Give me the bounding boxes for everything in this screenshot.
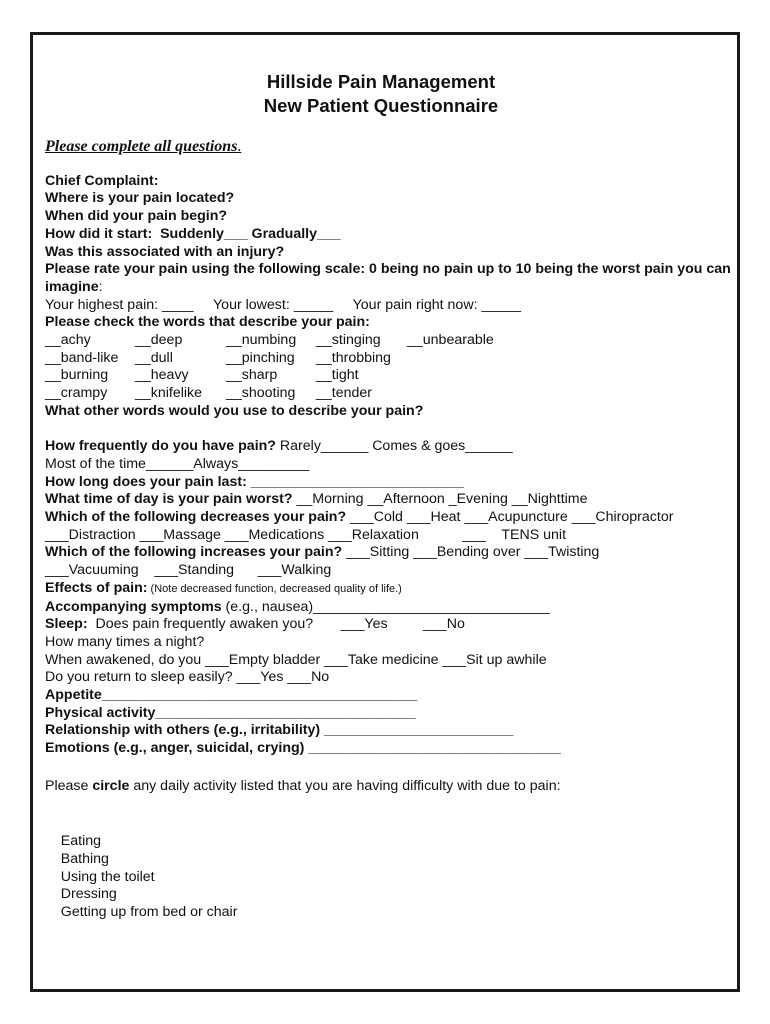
pain-word-option[interactable]: __sharp	[226, 367, 278, 384]
sleep-question	[45, 616, 735, 634]
effects-label: Effects of pain:	[45, 579, 148, 596]
activity-bathing[interactable]: Bathing	[60, 851, 109, 867]
instruction-punct: .	[237, 138, 242, 155]
questionnaire-form	[45, 70, 735, 940]
pain-word-option[interactable]: __tight	[316, 367, 359, 384]
increases-options[interactable]: ___Sitting ___Bending over ___Twisting	[342, 544, 600, 561]
spacer	[45, 421, 735, 439]
pain-word-option[interactable]: __dull	[135, 349, 173, 366]
pain-word-option[interactable]: __numbing	[226, 332, 297, 349]
injury-question: Was this associated with an injury?	[45, 243, 285, 260]
pain-start-question: How did it start: Suddenly___ Gradually___	[45, 225, 341, 242]
effects-note: (Note decreased function, decreased quality of life.)	[147, 582, 402, 595]
pain-word-option[interactable]: __heavy	[135, 367, 189, 384]
daily-activities	[45, 816, 735, 940]
increases-question	[45, 544, 735, 562]
pain-begin-question: When did your pain begin?	[45, 208, 228, 225]
instruction	[45, 138, 735, 156]
frequency-options-line2[interactable]: Most of the time______Always_________	[45, 455, 310, 472]
effects-question	[45, 580, 735, 599]
spacer	[45, 758, 735, 778]
physical-activity-field[interactable]: Physical activity_________________________________	[45, 704, 416, 721]
return-sleep-question[interactable]: Do you return to sleep easily? ___Yes ___No	[45, 669, 330, 686]
relationship-field[interactable]: Relationship with others (e.g., irritability) ________________________	[45, 722, 514, 739]
accompanying-field[interactable]: (e.g., nausea)______________________________	[221, 598, 550, 615]
decreases-options[interactable]: ___Cold ___Heat ___Acupuncture ___Chiropractor	[346, 509, 674, 526]
activity-toilet[interactable]: Using the toilet	[60, 868, 155, 885]
pain-scale-colon: :	[98, 278, 103, 295]
times-night-question: How many times a night?	[45, 633, 205, 650]
circle-post: any daily activity listed that you are having difficulty with due to pain:	[129, 777, 561, 794]
pain-levels-line: Your highest pain: ____ Your lowest: _____ Your pain right now: _____	[45, 296, 521, 313]
pain-word-option[interactable]: __shooting	[226, 385, 296, 402]
accompanying-question	[45, 599, 735, 617]
title-line-1: Hillside Pain Management	[266, 71, 496, 92]
pain-scale-question	[45, 261, 735, 296]
pain-word-empty	[407, 350, 557, 368]
frequency-options[interactable]: Rarely______ Comes & goes______	[275, 438, 513, 455]
check-words-heading: Please check the words that describe your pain:	[45, 314, 370, 331]
activity-dressing[interactable]: Dressing	[60, 886, 117, 903]
circle-instruction	[45, 778, 735, 796]
pain-scale-text: Please rate your pain using the following scale: 0 being no pain up to 10 being the worst pain you can imagine	[45, 261, 731, 295]
pain-word-option[interactable]: __tender	[316, 385, 373, 402]
activity-eating[interactable]: Eating	[60, 833, 102, 850]
pain-word-option[interactable]: __knifelike	[135, 385, 203, 402]
decreases-label: Which of the following decreases your pain?	[45, 509, 347, 526]
pain-words-grid	[45, 332, 735, 403]
pain-word-option[interactable]: __stinging	[316, 332, 381, 349]
pain-word-empty	[407, 367, 557, 385]
increases-options-line2[interactable]: ___Vacuuming ___Standing ___Walking	[45, 562, 332, 579]
awakened-question[interactable]: When awakened, do you ___Empty bladder ___Take medicine ___Sit up awhile	[45, 651, 547, 668]
frequency-question	[45, 438, 735, 456]
title-line-2: New Patient Questionnaire	[263, 95, 499, 116]
sleep-label: Sleep:	[45, 616, 88, 633]
pain-word-empty	[407, 385, 557, 403]
other-words-question: What other words would you use to describe your pain?	[45, 402, 424, 419]
time-of-day-options[interactable]: __Morning __Afternoon _Evening __Nighttime	[292, 491, 588, 508]
pain-word-option[interactable]: __band-like	[45, 349, 119, 366]
pain-word-option[interactable]: __achy	[45, 332, 91, 349]
appetite-field[interactable]: Appetite________________________________________	[45, 687, 418, 704]
time-of-day-question	[45, 491, 735, 509]
instruction-text: Please complete all questions	[45, 138, 238, 155]
pain-word-option[interactable]: __throbbing	[316, 349, 391, 366]
sleep-options[interactable]: Does pain frequently awaken you? ___Yes ___No	[87, 616, 465, 633]
pain-location-question: Where is your pain located?	[45, 190, 235, 207]
emotions-field[interactable]: Emotions (e.g., anger, suicidal, crying) ________________________________	[45, 740, 561, 757]
circle-pre: Please	[45, 777, 93, 794]
form-title	[45, 70, 717, 118]
duration-question[interactable]: How long does your pain last: ___________________________	[45, 473, 464, 490]
pain-word-option[interactable]: __burning	[45, 367, 109, 384]
decreases-options-line2[interactable]: ___Distraction ___Massage ___Medications ___Relaxation ___ TENS unit	[45, 526, 567, 543]
pain-word-option[interactable]: __unbearable	[407, 332, 494, 349]
activity-getting-up[interactable]: Getting up from bed or chair	[60, 904, 238, 921]
increases-label: Which of the following increases your pain?	[45, 544, 343, 561]
spacer	[45, 796, 735, 816]
frequency-label: How frequently do you have pain?	[45, 438, 276, 455]
accompanying-label: Accompanying symptoms	[45, 598, 222, 615]
circle-bold: circle	[92, 777, 130, 794]
decreases-question	[45, 509, 735, 527]
time-of-day-label: What time of day is your pain worst?	[45, 491, 293, 508]
pain-word-option[interactable]: __pinching	[226, 349, 295, 366]
chief-complaint: Chief Complaint:	[45, 172, 159, 189]
pain-word-option[interactable]: __crampy	[45, 385, 108, 402]
pain-word-option[interactable]: __deep	[135, 332, 183, 349]
